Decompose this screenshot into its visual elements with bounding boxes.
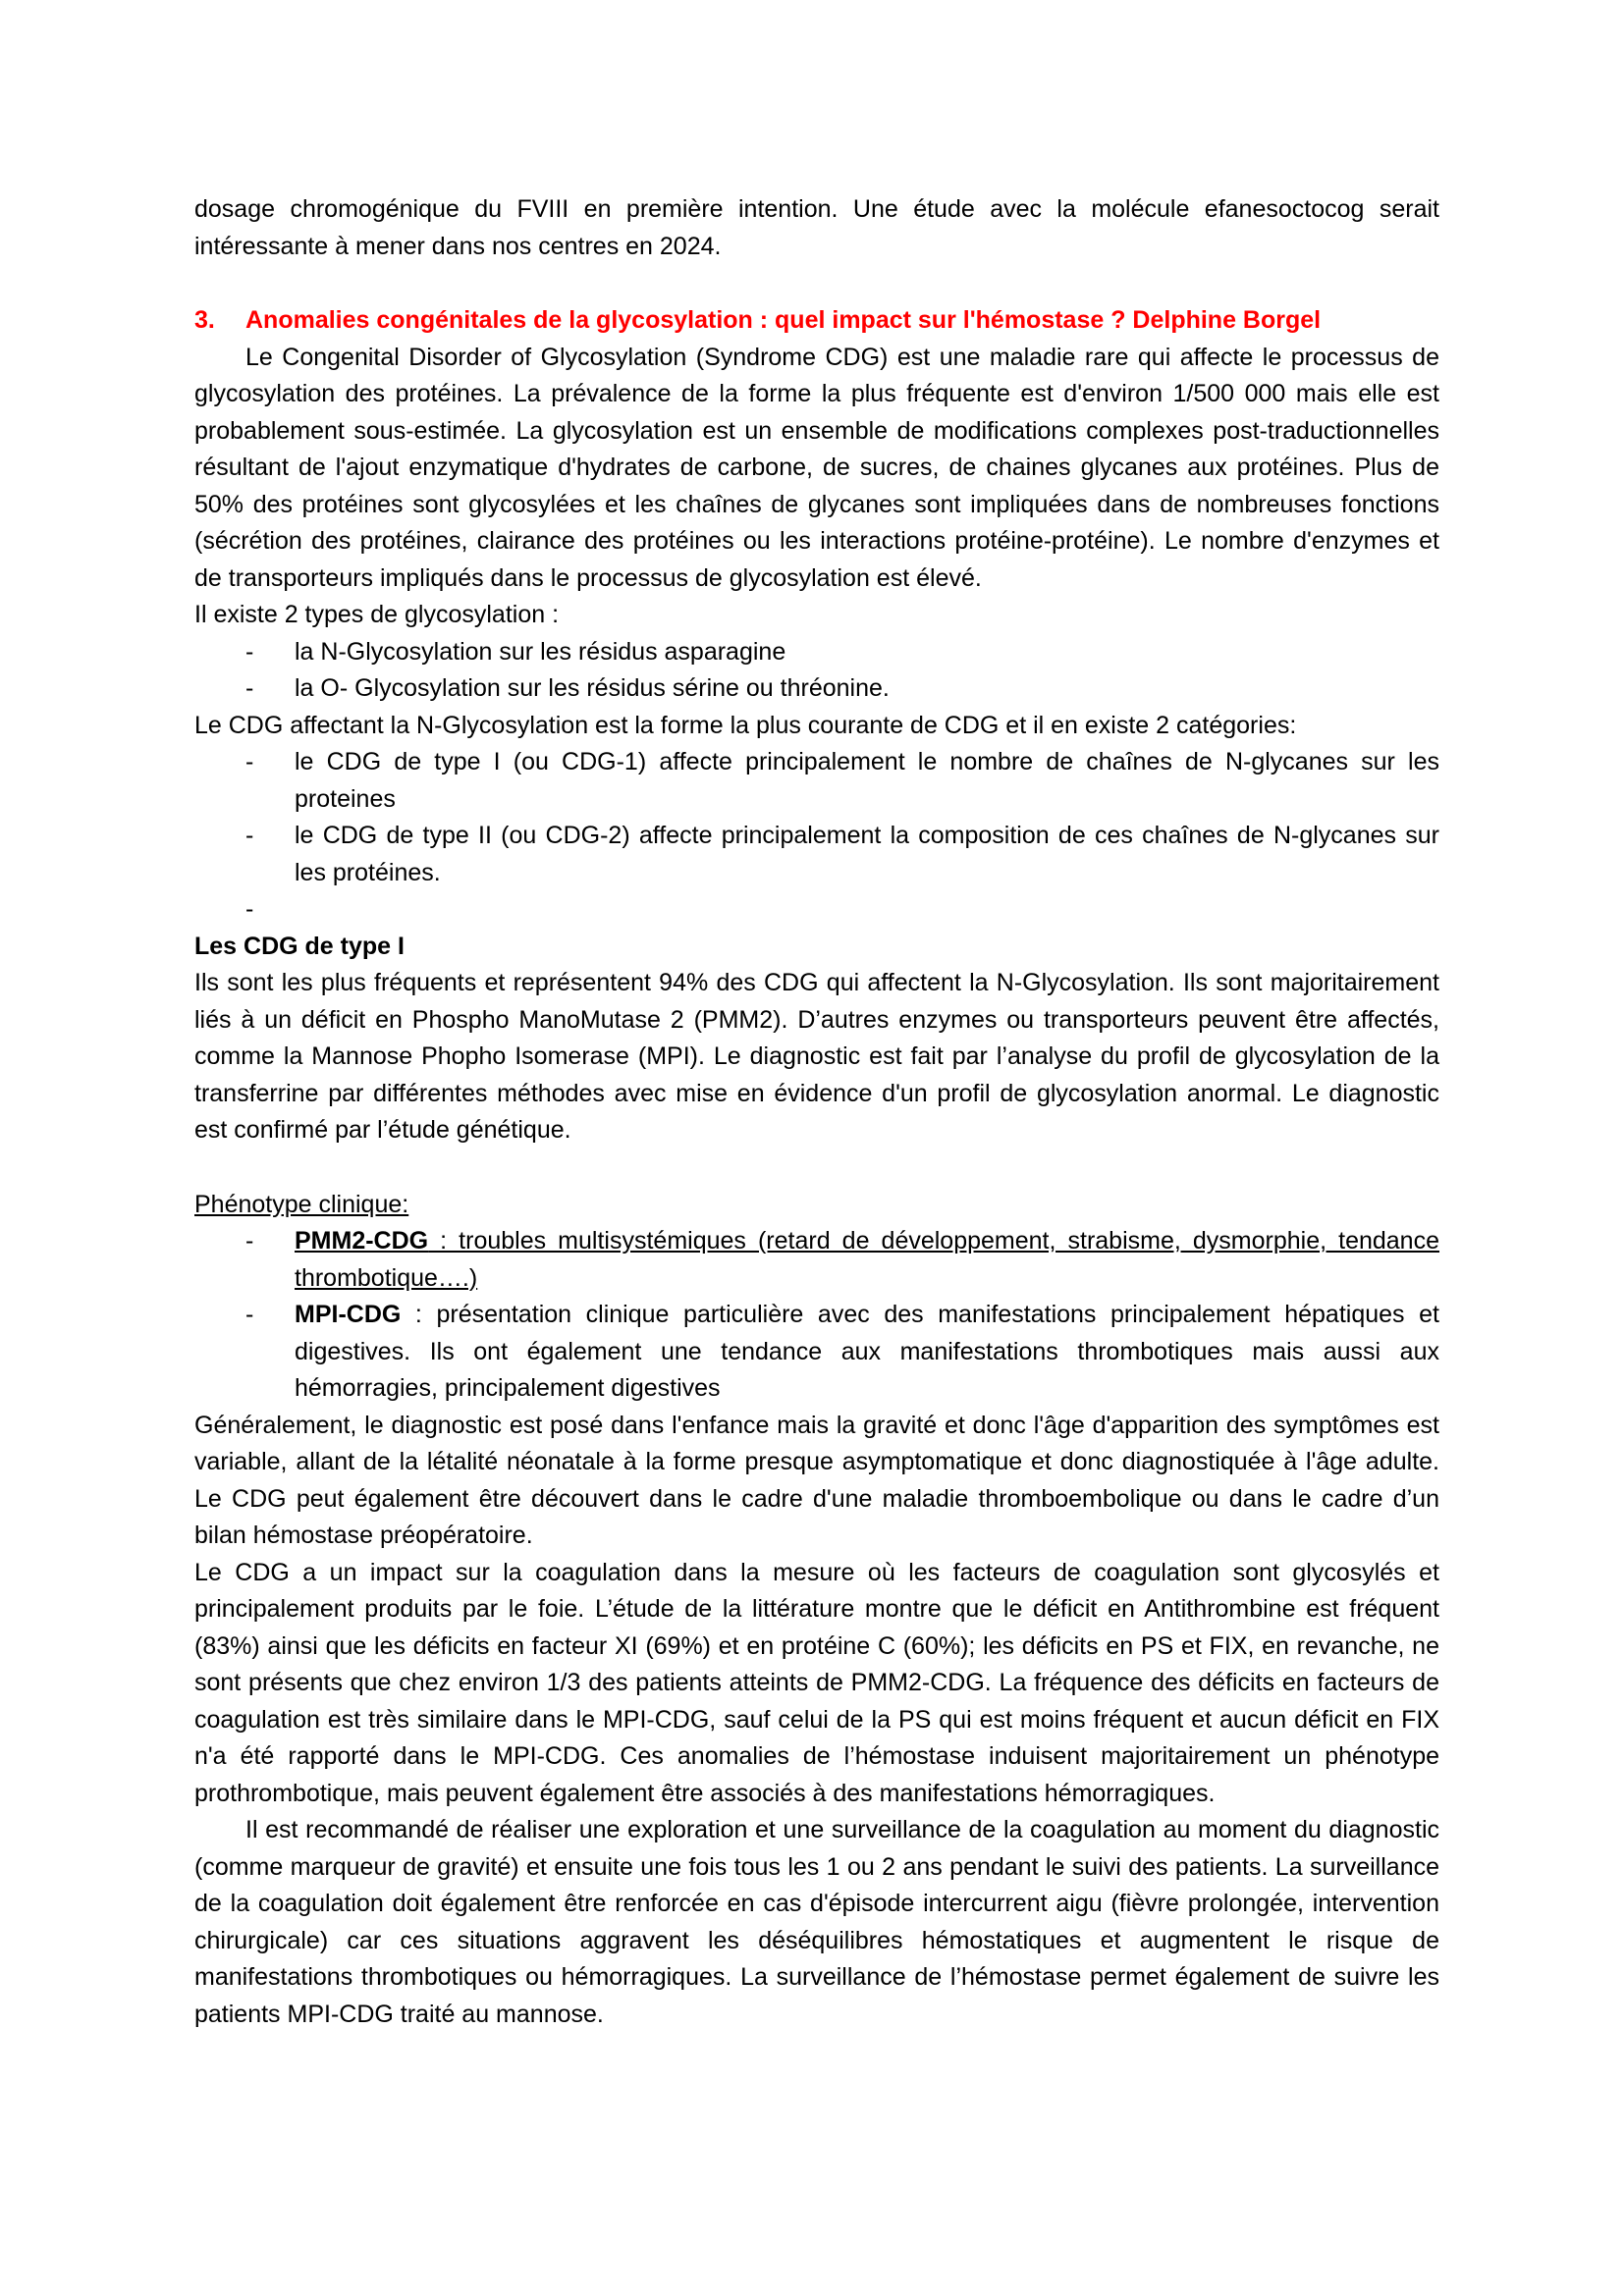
section-heading <box>194 302 1439 340</box>
list-item <box>194 818 1439 891</box>
list-dash: - <box>245 822 254 849</box>
type1-paragraph: Ils sont les plus fréquents et représentent 94% des CDG qui affectent la N-Glycosylation. Ils sont majoritairement liés à un déficit en Phospho ManoMutase 2 (PMM2). D’autres enzymes ou transporteurs peuvent être affectés, comme la Mannose Phopho Isomerase (MPI). Le diagnostic est fait par l’analyse du profil de glycosylation de la transferrine par différentes méthodes avec mise en évidence d'un profil de glycosylation anormal. Le diagnostic est confirmé par l’étude génétique. <box>194 969 1439 1144</box>
section-title: Anomalies congénitales de la glycosylation : quel impact sur l'hémostase ? Delphine Borgel <box>245 306 1322 334</box>
categories-list <box>194 744 1439 929</box>
list-item <box>194 1297 1439 1408</box>
pmm2-text: : troubles multisystémiques (retard de développement, strabisme, dysmorphie, tendance thrombotique….) <box>295 1227 1439 1292</box>
list-item <box>194 1223 1439 1297</box>
list-item <box>194 891 1439 929</box>
mpi-text: : présentation clinique particulière avec des manifestations principalement hépatiques et digestives. Ils ont également une tendance aux manifestations thrombotiques mais aussi aux hémorragies, principalement digestives <box>295 1301 1439 1402</box>
glycosylation-types-list <box>194 634 1439 708</box>
pmm2-item <box>295 1227 1439 1292</box>
phenotype-title: Phénotype clinique: <box>194 1190 409 1218</box>
list-item-text: la O- Glycosylation sur les résidus sérine ou thréonine. <box>295 674 890 702</box>
list-item-text: la N-Glycosylation sur les résidus asparagine <box>295 637 786 666</box>
categories-intro: Le CDG affectant la N-Glycosylation est la forme la plus courante de CDG et il en existe 2 catégories: <box>194 711 1297 739</box>
spacer <box>194 1149 1439 1187</box>
list-dash: - <box>245 748 254 775</box>
paragraph-recommendation: Il est recommandé de réaliser une exploration et une surveillance de la coagulation au moment du diagnostic (comme marqueur de gravité) et ensuite une fois tous les 1 ou 2 ans pendant le suivi des patients. La surveillance de la coagulation doit également être renforcée en cas d'épisode intercurrent aigu (fièvre prolongée, intervention chirurgicale) car ces situations aggravent les déséquilibres hémostatiques et augmentent le risque de manifestations thrombotiques ou hémorragiques. La surveillance de l’hémostase permet également de suivre les patients MPI-CDG traité au mannose. <box>194 1816 1439 2028</box>
list-item-text: le CDG de type I (ou CDG-1) affecte principalement le nombre de chaînes de N-glycanes sur les proteines <box>295 748 1439 813</box>
list-item <box>194 670 1439 708</box>
spacer <box>194 265 1439 302</box>
paragraph-cdg-definition: Le Congenital Disorder of Glycosylation (Syndrome CDG) est une maladie rare qui affecte le processus de glycosylation des protéines. La prévalence de la forme la plus fréquente est d'environ 1/500 000 mais elle est probablement sous-estimée. La glycosylation est un ensemble de modifications complexes post-traductionnelles résultant de l'ajout enzymatique d'hydrates de carbone, de sucres, de chaines glycanes aux protéines. Plus de 50% des protéines sont glycosylées et les chaînes de glycanes sont impliquées dans de nombreuses fonctions (sécrétion des protéines, clairance des protéines ou les interactions protéine-protéine). Le nombre d'enzymes et de transporteurs impliqués dans le processus de glycosylation est élevé. <box>194 343 1439 592</box>
pmm2-label: PMM2-CDG <box>295 1227 429 1255</box>
list-item <box>194 634 1439 671</box>
list-dash: - <box>245 674 254 702</box>
paragraph-coagulation: Le CDG a un impact sur la coagulation dans la mesure où les facteurs de coagulation sont glycosylés et principalement produits par le foie. L’étude de la littérature montre que le déficit en Antithrombine est fréquent (83%) ainsi que les déficits en facteur XI (69%) et en protéine C (60%); les déficits en PS et FIX, en revanche, ne sont présents que chez environ 1/3 des patients atteints de PMM2-CDG. La fréquence des déficits en facteurs de coagulation est très similaire dans le MPI-CDG, sauf celui de la PS qui est moins fréquent et aucun déficit en FIX n'a été rapporté dans le MPI-CDG. Ces anomalies de l’hémostase induisent majoritairement un phénotype prothrombotique, mais peuvent également être associés à des manifestations hémorragiques. <box>194 1558 1439 1807</box>
paragraph-general: Généralement, le diagnostic est posé dans l'enfance mais la gravité et donc l'âge d'apparition des symptômes est variable, allant de la létalité néonatale à la forme presque asymptomatique et donc diagnostiquée à l'âge adulte. Le CDG peut également être découvert dans le cadre d'une maladie thromboembolique ou dans le cadre d’un bilan hémostase préopératoire. <box>194 1411 1439 1549</box>
list-item-text: le CDG de type II (ou CDG-2) affecte principalement la composition de ces chaînes de N-glycanes sur les protéines. <box>295 822 1439 886</box>
glycosylation-types-intro: Il existe 2 types de glycosylation : <box>194 601 560 628</box>
list-item <box>194 744 1439 818</box>
document-page <box>194 191 1439 2033</box>
phenotype-list <box>194 1223 1439 1408</box>
list-dash: - <box>245 1227 254 1255</box>
list-dash: - <box>245 637 254 666</box>
mpi-label: MPI-CDG <box>295 1301 402 1328</box>
intro-paragraph: dosage chromogénique du FVIII en première intention. Une étude avec la molécule efanesoctocog serait intéressante à mener dans nos centres en 2024. <box>194 195 1439 260</box>
type1-title: Les CDG de type I <box>194 932 405 960</box>
section-number: 3. <box>194 306 215 334</box>
list-dash: - <box>245 895 254 923</box>
list-dash: - <box>245 1301 254 1328</box>
